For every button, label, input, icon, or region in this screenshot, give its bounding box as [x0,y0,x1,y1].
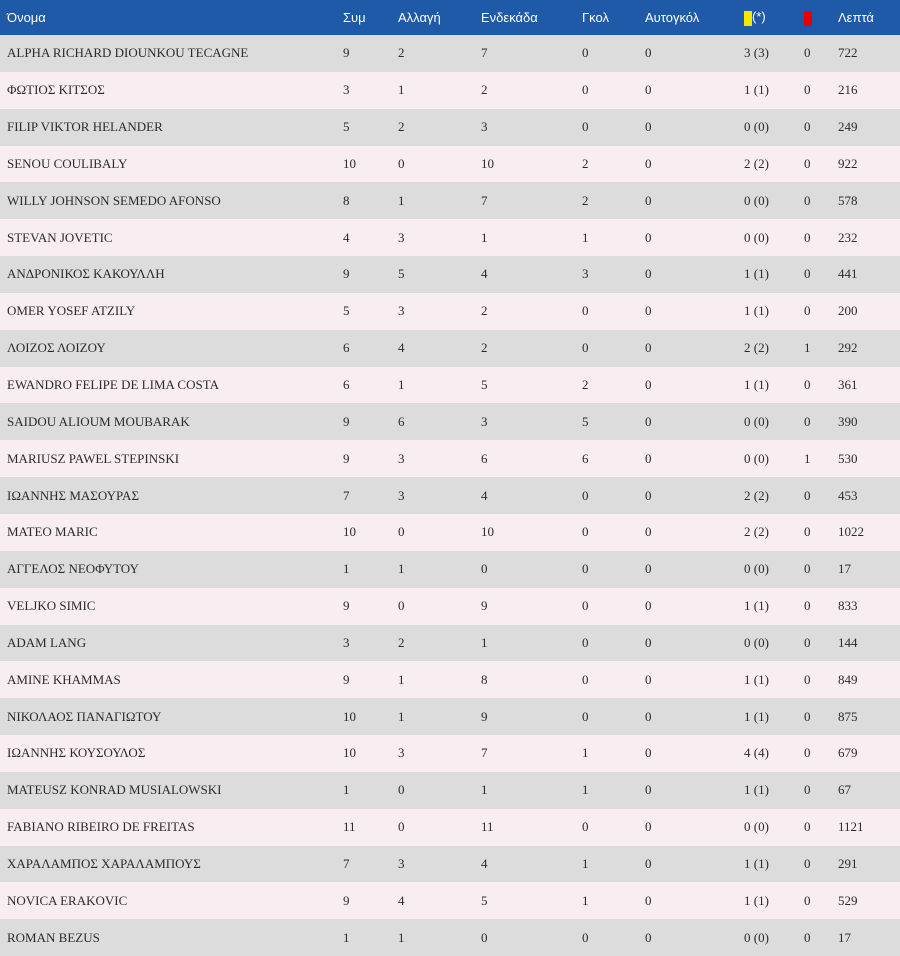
apps-value: 10 [343,708,356,724]
starts-value: 3 [481,119,488,135]
own-goals-value: 0 [645,340,652,356]
goals-value: 0 [582,819,589,835]
minutes-value: 232 [838,229,858,245]
player-name[interactable]: ΑΓΓΕΛΟΣ ΝΕΟΦΥΤΟΥ [7,561,139,577]
subs-value: 3 [398,855,405,871]
red-cards-value: 0 [804,192,811,208]
table-row [0,588,900,625]
player-name[interactable]: MATEO MARIC [7,524,98,540]
goals-value: 1 [582,745,589,761]
starts-value: 0 [481,929,488,945]
subs-value: 0 [398,819,405,835]
table-row [0,182,900,219]
table-row [0,72,900,109]
starts-value: 3 [481,413,488,429]
player-name[interactable]: OMER YOSEF ATZILY [7,303,136,319]
red-cards-value: 0 [804,487,811,503]
subs-value: 3 [398,487,405,503]
red-cards-value: 0 [804,929,811,945]
minutes-value: 1121 [838,819,864,835]
own-goals-value: 0 [645,708,652,724]
yellow-cards-value: 1 (1) [744,303,769,319]
red-cards-value: 0 [804,303,811,319]
own-goals-value: 0 [645,45,652,61]
minutes-value: 17 [838,929,851,945]
red-cards-value: 0 [804,524,811,540]
yellow-cards-value: 1 (1) [744,82,769,98]
goals-value: 0 [582,487,589,503]
minutes-value: 530 [838,450,858,466]
goals-value: 0 [582,82,589,98]
goals-value: 0 [582,671,589,687]
minutes-value: 390 [838,413,858,429]
red-cards-value: 0 [804,229,811,245]
red-cards-value: 0 [804,598,811,614]
subs-value: 5 [398,266,405,282]
subs-value: 2 [398,45,405,61]
minutes-value: 1022 [838,524,864,540]
header-starts[interactable]: Ενδεκάδα [481,10,538,25]
yellow-cards-value: 1 (1) [744,708,769,724]
goals-value: 0 [582,303,589,319]
own-goals-value: 0 [645,598,652,614]
apps-value: 6 [343,340,350,356]
apps-value: 9 [343,598,350,614]
apps-value: 9 [343,413,350,429]
yellow-cards-value: 4 (4) [744,745,769,761]
goals-value: 6 [582,450,589,466]
red-cards-value: 0 [804,155,811,171]
starts-value: 4 [481,266,488,282]
starts-value: 2 [481,340,488,356]
apps-value: 5 [343,119,350,135]
own-goals-value: 0 [645,155,652,171]
table-row [0,219,900,256]
goals-value: 0 [582,929,589,945]
subs-value: 3 [398,450,405,466]
yellow-cards-value: 0 (0) [744,819,769,835]
yellow-cards-value: 2 (2) [744,487,769,503]
table-row [0,698,900,735]
minutes-value: 249 [838,119,858,135]
minutes-value: 144 [838,634,858,650]
player-name[interactable]: FABIANO RIBEIRO DE FREITAS [7,819,195,835]
goals-value: 0 [582,708,589,724]
own-goals-value: 0 [645,192,652,208]
player-name[interactable]: VELJKO SIMIC [7,598,96,614]
minutes-value: 679 [838,745,858,761]
red-cards-value: 0 [804,413,811,429]
goals-value: 0 [582,598,589,614]
apps-value: 5 [343,303,350,319]
starts-value: 1 [481,634,488,650]
goals-value: 3 [582,266,589,282]
subs-value: 1 [398,929,405,945]
table-row [0,846,900,883]
player-name[interactable]: ADAM LANG [7,634,87,650]
goals-value: 1 [582,782,589,798]
starts-value: 2 [481,303,488,319]
player-name[interactable]: ΝΙΚΟΛΑΟΣ ΠΑΝΑΓΙΩΤΟΥ [7,708,162,724]
player-name[interactable]: SAIDOU ALIOUM MOUBARAK [7,413,190,429]
header-minutes[interactable]: Λεπτά [838,10,874,25]
player-name[interactable]: ΑΝΔΡΟΝΙΚΟΣ ΚΑΚΟΥΛΛΗ [7,266,165,282]
table-row [0,256,900,293]
table-row [0,293,900,330]
player-name[interactable]: SENOU COULIBALY [7,155,128,171]
table-row [0,477,900,514]
apps-value: 7 [343,487,350,503]
red-cards-value: 1 [804,450,811,466]
yellow-cards-value: 0 (0) [744,450,769,466]
table-row [0,403,900,440]
apps-value: 9 [343,45,350,61]
own-goals-value: 0 [645,745,652,761]
apps-value: 4 [343,229,350,245]
goals-value: 0 [582,634,589,650]
goals-value: 1 [582,229,589,245]
yellow-cards-value: 0 (0) [744,634,769,650]
minutes-value: 849 [838,671,858,687]
apps-value: 10 [343,524,356,540]
goals-value: 1 [582,855,589,871]
yellow-cards-value: 1 (1) [744,782,769,798]
subs-value: 3 [398,229,405,245]
starts-value: 7 [481,745,488,761]
table-row [0,772,900,809]
goals-value: 0 [582,524,589,540]
minutes-value: 361 [838,377,858,393]
player-name[interactable]: ΙΩΑΝΝΗΣ ΚΟΥΣΟΥΛΟΣ [7,745,146,761]
subs-value: 1 [398,561,405,577]
minutes-value: 453 [838,487,858,503]
header-goals[interactable]: Γκολ [582,10,609,25]
goals-value: 0 [582,45,589,61]
table-header-row [0,0,900,35]
table-row [0,551,900,588]
starts-value: 4 [481,855,488,871]
yellow-cards-value: 1 (1) [744,598,769,614]
minutes-value: 216 [838,82,858,98]
starts-value: 10 [481,524,494,540]
red-cards-value: 0 [804,82,811,98]
yellow-cards-value: 3 (3) [744,45,769,61]
subs-value: 4 [398,892,405,908]
minutes-value: 441 [838,266,858,282]
yellow-card-icon [744,11,752,26]
goals-value: 0 [582,340,589,356]
own-goals-value: 0 [645,119,652,135]
starts-value: 1 [481,782,488,798]
subs-value: 0 [398,598,405,614]
apps-value: 9 [343,266,350,282]
player-name[interactable]: AMINE KHAMMAS [7,671,121,687]
red-cards-value: 0 [804,819,811,835]
starts-value: 11 [481,819,494,835]
minutes-value: 292 [838,340,858,356]
goals-value: 0 [582,119,589,135]
yellow-cards-value: 1 (1) [744,892,769,908]
starts-value: 10 [481,155,494,171]
player-name[interactable]: MATEUSZ KONRAD MUSIALOWSKI [7,782,222,798]
minutes-value: 922 [838,155,858,171]
red-cards-value: 1 [804,340,811,356]
header-red-cards[interactable] [804,0,838,35]
table-row [0,882,900,919]
starts-value: 9 [481,708,488,724]
player-name[interactable]: MARIUSZ PAWEL STEPINSKI [7,450,180,466]
subs-value: 3 [398,745,405,761]
red-cards-value: 0 [804,782,811,798]
player-name[interactable]: WILLY JOHNSON SEMEDO AFONSO [7,192,221,208]
table-row [0,735,900,772]
subs-value: 1 [398,671,405,687]
subs-value: 0 [398,782,405,798]
starts-value: 4 [481,487,488,503]
red-cards-value: 0 [804,119,811,135]
starts-value: 7 [481,192,488,208]
red-cards-value: 0 [804,855,811,871]
starts-value: 5 [481,892,488,908]
own-goals-value: 0 [645,892,652,908]
starts-value: 9 [481,598,488,614]
red-cards-value: 0 [804,377,811,393]
own-goals-value: 0 [645,561,652,577]
subs-value: 1 [398,192,405,208]
yellow-cards-value: 1 (1) [744,266,769,282]
table-row [0,330,900,367]
player-name[interactable]: NOVICA ERAKOVIC [7,892,128,908]
red-cards-value: 0 [804,561,811,577]
own-goals-value: 0 [645,303,652,319]
header-own-goals[interactable]: Αυτογκόλ [645,10,700,25]
subs-value: 1 [398,708,405,724]
header-yellow-suffix: (*) [752,9,766,25]
own-goals-value: 0 [645,671,652,687]
yellow-cards-value: 0 (0) [744,929,769,945]
apps-value: 7 [343,855,350,871]
apps-value: 1 [343,561,350,577]
red-cards-value: 0 [804,892,811,908]
red-cards-value: 0 [804,745,811,761]
own-goals-value: 0 [645,487,652,503]
starts-value: 6 [481,450,488,466]
red-cards-value: 0 [804,266,811,282]
minutes-value: 200 [838,303,858,319]
minutes-value: 67 [838,782,851,798]
player-name[interactable]: ΧΑΡΑΛΑΜΠΟΣ ΧΑΡΑΛΑΜΠΟΥΣ [7,855,201,871]
player-name[interactable]: ΦΩΤΙΟΣ ΚΙΤΣΟΣ [7,82,105,98]
own-goals-value: 0 [645,413,652,429]
apps-value: 3 [343,634,350,650]
own-goals-value: 0 [645,782,652,798]
own-goals-value: 0 [645,929,652,945]
yellow-cards-value: 0 (0) [744,119,769,135]
minutes-value: 875 [838,708,858,724]
table-row [0,109,900,146]
apps-value: 9 [343,892,350,908]
own-goals-value: 0 [645,266,652,282]
red-card-icon [804,11,812,26]
apps-value: 10 [343,155,356,171]
red-cards-value: 0 [804,671,811,687]
starts-value: 1 [481,229,488,245]
player-name[interactable]: EWANDRO FELIPE DE LIMA COSTA [7,377,220,393]
goals-value: 2 [582,192,589,208]
subs-value: 0 [398,524,405,540]
player-name[interactable]: ROMAN BEZUS [7,929,100,945]
header-subs[interactable]: Αλλαγή [398,10,441,25]
minutes-value: 291 [838,855,858,871]
subs-value: 6 [398,413,405,429]
goals-value: 1 [582,892,589,908]
header-name[interactable]: Όνομα [7,10,46,25]
own-goals-value: 0 [645,634,652,650]
yellow-cards-value: 1 (1) [744,377,769,393]
minutes-value: 529 [838,892,858,908]
yellow-cards-value: 0 (0) [744,561,769,577]
starts-value: 5 [481,377,488,393]
apps-value: 9 [343,671,350,687]
starts-value: 2 [481,82,488,98]
own-goals-value: 0 [645,855,652,871]
subs-value: 1 [398,82,405,98]
goals-value: 0 [582,561,589,577]
red-cards-value: 0 [804,45,811,61]
own-goals-value: 0 [645,819,652,835]
apps-value: 1 [343,929,350,945]
table-row [0,440,900,477]
starts-value: 7 [481,45,488,61]
subs-value: 1 [398,377,405,393]
yellow-cards-value: 2 (2) [744,524,769,540]
goals-value: 2 [582,377,589,393]
yellow-cards-value: 0 (0) [744,413,769,429]
subs-value: 2 [398,119,405,135]
header-apps[interactable]: Συμ [343,10,366,25]
goals-value: 2 [582,155,589,171]
table-row [0,146,900,183]
player-name[interactable]: ΙΩΑΝΝΗΣ ΜΑΣΟΥΡΑΣ [7,487,140,503]
table-row [0,514,900,551]
yellow-cards-value: 0 (0) [744,229,769,245]
red-cards-value: 0 [804,634,811,650]
subs-value: 0 [398,155,405,171]
table-row [0,919,900,956]
apps-value: 1 [343,782,350,798]
own-goals-value: 0 [645,377,652,393]
apps-value: 3 [343,82,350,98]
apps-value: 9 [343,450,350,466]
apps-value: 8 [343,192,350,208]
player-name[interactable]: ALPHA RICHARD DIOUNKOU TECAGNE [7,45,249,61]
goals-value: 5 [582,413,589,429]
minutes-value: 17 [838,561,851,577]
red-cards-value: 0 [804,708,811,724]
yellow-cards-value: 0 (0) [744,192,769,208]
minutes-value: 578 [838,192,858,208]
table-row [0,35,900,72]
yellow-cards-value: 1 (1) [744,855,769,871]
subs-value: 4 [398,340,405,356]
player-name[interactable]: FILIP VIKTOR HELANDER [7,119,163,135]
table-row [0,625,900,662]
player-name[interactable]: ΛΟΙΖΟΣ ΛΟΙΖΟΥ [7,340,106,356]
yellow-cards-value: 2 (2) [744,340,769,356]
subs-value: 3 [398,303,405,319]
header-yellow-cards[interactable] [744,0,804,35]
minutes-value: 833 [838,598,858,614]
minutes-value: 722 [838,45,858,61]
table-row [0,367,900,404]
yellow-cards-value: 2 (2) [744,155,769,171]
table-row [0,661,900,698]
starts-value: 8 [481,671,488,687]
subs-value: 2 [398,634,405,650]
own-goals-value: 0 [645,450,652,466]
starts-value: 0 [481,561,488,577]
apps-value: 10 [343,745,356,761]
apps-value: 11 [343,819,356,835]
own-goals-value: 0 [645,229,652,245]
own-goals-value: 0 [645,82,652,98]
apps-value: 6 [343,377,350,393]
player-name[interactable]: STEVAN JOVETIC [7,229,113,245]
table-row [0,809,900,846]
yellow-cards-value: 1 (1) [744,671,769,687]
own-goals-value: 0 [645,524,652,540]
